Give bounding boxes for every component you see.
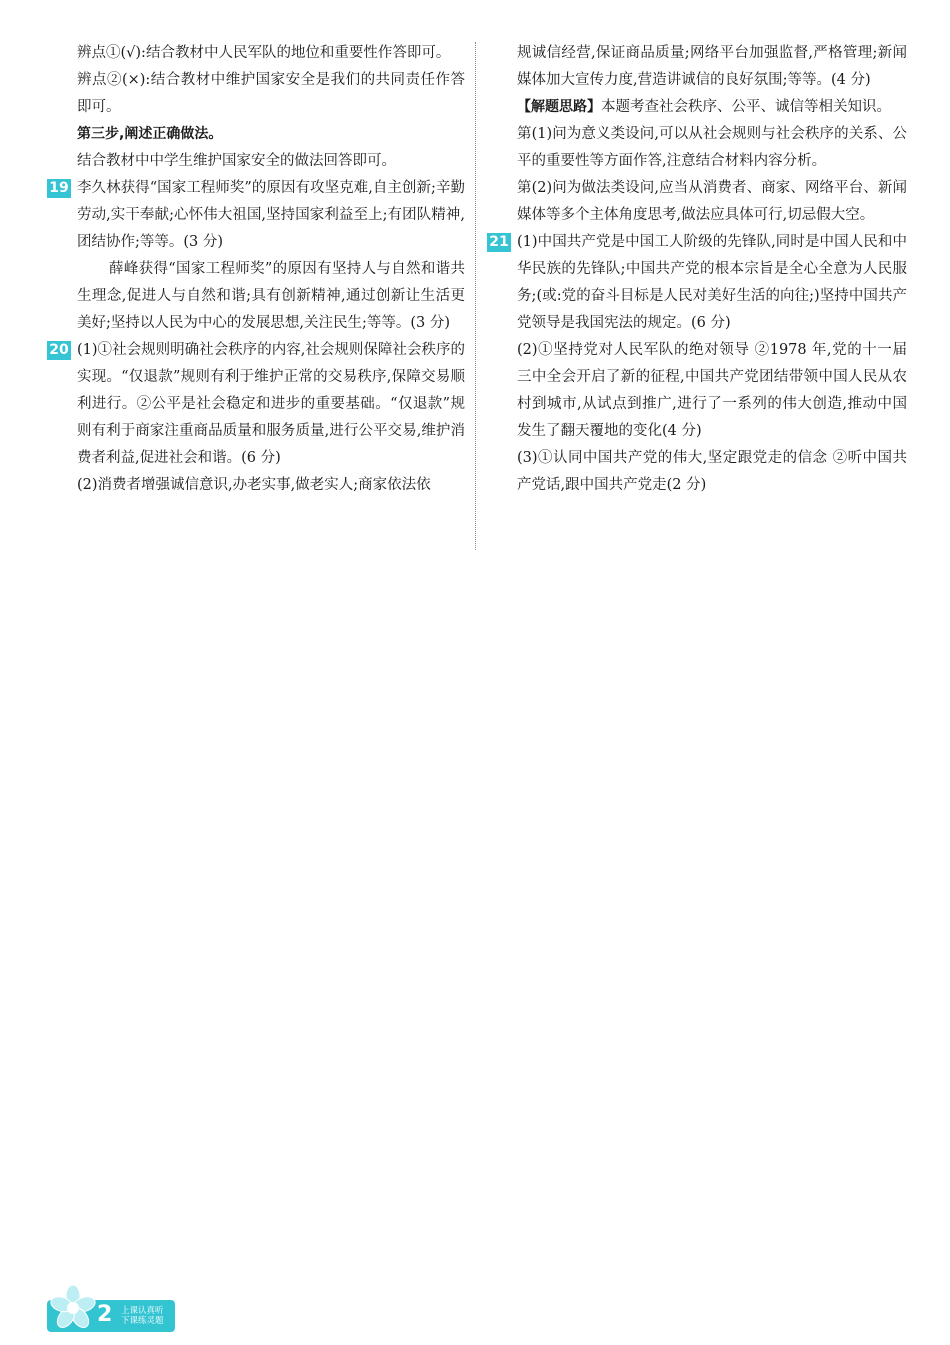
slogan-line-1: 上课认真听 — [121, 1306, 164, 1316]
thinking-part-1: 第(1)问为意义类设问,可以从社会规则与社会秩序的关系、公平的重要性等方面作答,注意结合材料内容分析。 — [517, 126, 907, 169]
point-1-paragraph: 辨点①(√):结合教材中人民军队的地位和重要性作答即可。 — [77, 45, 451, 61]
page-footer-badge — [47, 1300, 175, 1332]
answer-paragraph: (1)①社会规则明确社会秩序的内容,社会规则保障社会秩序的实现。“仅退款”规则有利于维护正常的交易秩序,保障交易顺利进行。②公平是社会稳定和进步的重要基础。“仅退款”规则有利于商家注重商品质量和服务质量,进行公平交易,维护消费者利益,促进社会和谐。(6 分) — [77, 342, 465, 466]
left-column — [47, 40, 465, 499]
question-number-badge: 19 — [47, 179, 71, 198]
right-column — [487, 40, 907, 499]
answer-paragraph: (3)①认同中国共产党的伟大,坚定跟党走的信念 ②听中国共产党话,跟中国共产党走(2 分) — [517, 450, 907, 493]
thinking-label: 【解题思路】 — [517, 99, 601, 115]
continued-paragraph: 规诚信经营,保证商品质量;网络平台加强监督,严格管理;新闻媒体加大宣传力度,营造讲诚信的良好氛围;等等。(4 分) — [517, 45, 907, 88]
thinking-paragraph — [487, 94, 907, 121]
thinking-text: 本题考查社会秩序、公平、诚信等相关知识。 — [601, 99, 891, 115]
footer-slogan — [121, 1306, 164, 1326]
point-2-paragraph: 辨点②(×):结合教材中维护国家安全是我们的共同责任作答即可。 — [77, 72, 465, 115]
thinking-part-2: 第(2)问为做法类设问,应当从消费者、商家、网络平台、新闻媒体等多个主体角度思考,做法应具体可行,切忌假大空。 — [517, 180, 907, 223]
question-20 — [47, 337, 465, 499]
question-19 — [47, 175, 465, 337]
question-21 — [487, 229, 907, 499]
flower-icon — [49, 1284, 97, 1332]
answer-paragraph: (1)中国共产党是中国工人阶级的先锋队,同时是中国人民和中华民族的先锋队;中国共产党的根本宗旨是全心全意为人民服务;(或:党的奋斗目标是人民对美好生活的向往;)坚持中国共产党领导是我国宪法的规定。(6 分) — [517, 234, 907, 331]
question-number-badge: 20 — [47, 341, 71, 360]
answer-paragraph: (2)消费者增强诚信意识,办老实事,做老实人;商家依法依 — [77, 477, 431, 493]
slogan-line-2: 下课练灵题 — [121, 1316, 164, 1326]
answer-paragraph: 李久林获得“国家工程师奖”的原因有攻坚克难,自主创新;辛勤劳动,实干奉献;心怀伟大祖国,坚持国家利益至上;有团队精神,团结协作;等等。(3 分) — [77, 180, 465, 250]
answer-paragraph: (2)①坚持党对人民军队的绝对领导 ②1978 年,党的十一届三中全会开启了新的征程,中国共产党团结带领中国人民从农村到城市,从试点到推广,进行了一系列的伟大创造,推动中国发生了翻天覆地的变化(4 分) — [517, 342, 907, 439]
answer-paragraph: 薛峰获得“国家工程师奖”的原因有坚持人与自然和谐共生理念,促进人与自然和谐;具有创新精神,通过创新让生活更美好;坚持以人民为中心的发展思想,关注民生;等等。(3 分) — [77, 261, 465, 331]
column-divider — [475, 42, 476, 550]
step-3-body: 结合教材中中学生维护国家安全的做法回答即可。 — [77, 153, 396, 169]
question-number-badge: 21 — [487, 233, 511, 252]
step-3-title: 第三步,阐述正确做法。 — [77, 126, 223, 142]
page-number: 2 — [97, 1302, 113, 1327]
